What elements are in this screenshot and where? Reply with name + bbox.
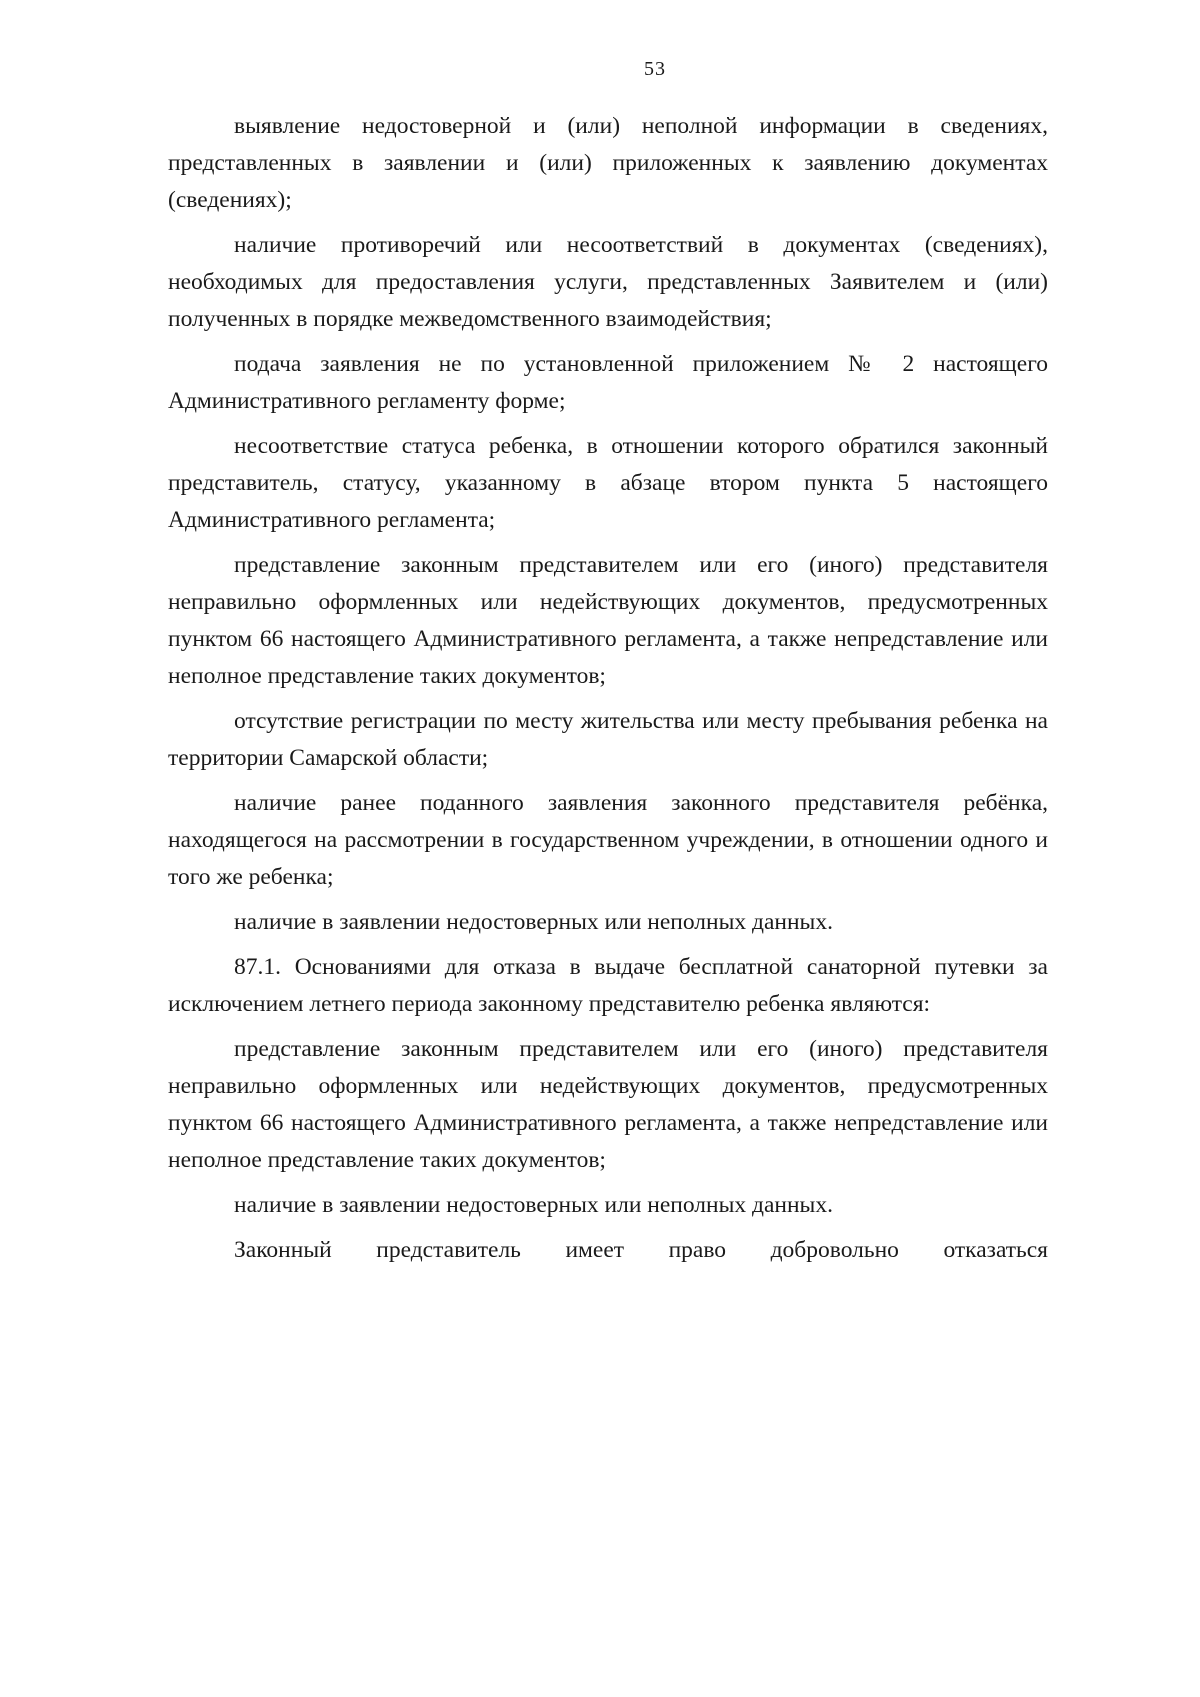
paragraph-inaccurate-data: наличие в заявлении недостоверных или неполных данных.: [234, 909, 833, 935]
paragraph-voluntary-refusal: Законный представитель имеет право добровольно отказаться: [234, 1237, 1048, 1263]
paragraph-invalid-documents: представление законным представителем или его (иного) представителя неправильно оформленных или недействующих документов, предусмотренных пунктом 66 настоящего Административного регламента, а также непредставление или неполное представление таких документов;: [168, 552, 1048, 689]
paragraph-contradictions: наличие противоречий или несоответствий в документах (сведениях), необходимых для предоставления услуги, представленных Заявителем и (или) полученных в порядке межведомственного взаимодействия;: [168, 232, 1048, 332]
paragraph-no-registration: отсутствие регистрации по месту жительства или месту пребывания ребенка на территории Самарской области;: [168, 708, 1048, 771]
paragraph-inaccurate-data-2: наличие в заявлении недостоверных или неполных данных.: [234, 1192, 833, 1218]
paragraph-clause-87-1: 87.1. Основаниями для отказа в выдаче бесплатной санаторной путевки за исключением летнего периода законному представителю ребенка являются:: [168, 954, 1048, 1017]
page-number: 53: [644, 58, 666, 80]
paragraph-unreliable-info: выявление недостоверной и (или) неполной информации в сведениях, представленных в заявлении и (или) приложенных к заявлению документах (сведениях);: [168, 113, 1048, 213]
document-body: [168, 108, 1048, 1277]
paragraph-wrong-form: подача заявления не по установленной приложением № 2 настоящего Административного регламенту форме;: [168, 351, 1048, 414]
paragraph-pending-application: наличие ранее поданного заявления законного представителя ребёнка, находящегося на рассмотрении в государственном учреждении, в отношении одного и того же ребенка;: [168, 790, 1048, 890]
paragraph-status-mismatch: несоответствие статуса ребенка, в отношении которого обратился законный представитель, статусу, указанному в абзаце втором пункта 5 настоящего Административного регламента;: [168, 433, 1048, 533]
paragraph-invalid-documents-2: представление законным представителем или его (иного) представителя неправильно оформленных или недействующих документов, предусмотренных пунктом 66 настоящего Административного регламента, а также непредставление или неполное представление таких документов;: [168, 1036, 1048, 1173]
